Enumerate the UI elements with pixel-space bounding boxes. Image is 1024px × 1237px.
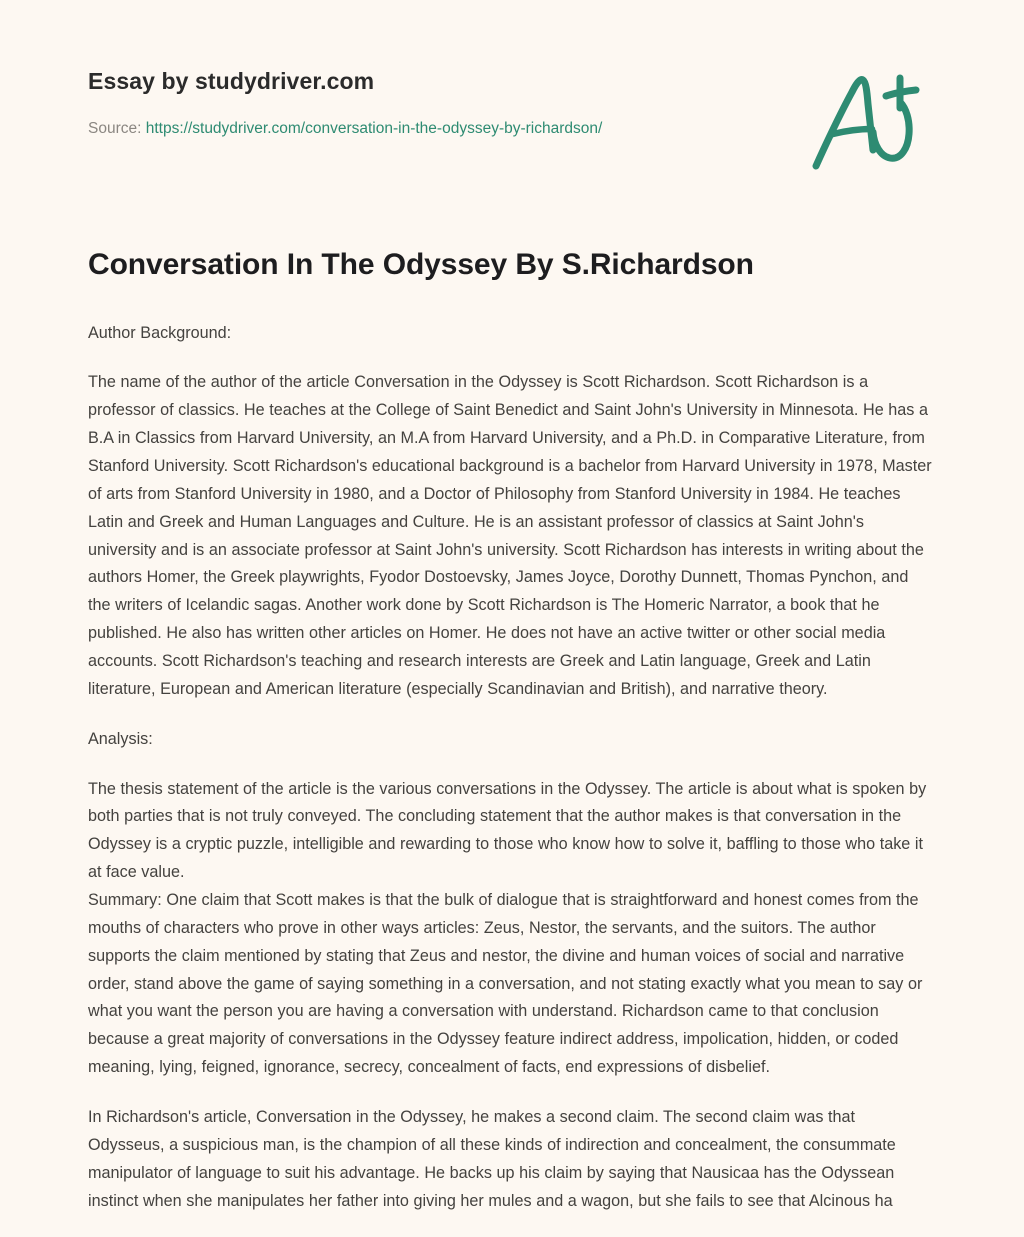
paragraph-thesis: The thesis statement of the article is the various conversations in the Odyssey. The article is about what is spoken by both parties that is not truly conveyed. The concluding statement that the author makes is that conversation in the Odyssey is a cryptic puzzle, intelligible and rewarding to those who know how to solve it, baffling to those who take it at face value. [88, 779, 927, 882]
section-heading-analysis: Analysis: [88, 729, 153, 748]
a-plus-logo-icon [800, 62, 930, 182]
paragraph-second-claim: In Richardson's article, Conversation in the Odyssey, he makes a second claim. The second claim was that Odysseus, a suspicious man, is the champion of all these kinds of indirection and concealment, the consummate manipulator of language to suit his advantage. He backs up his claim by saying that Nausicaa has the Odyssean instinct when she manipulates her father into giving her mules and a wagon, but she fails to see that Alcinous ha [88, 1107, 896, 1210]
section-heading-author-background: Author Background: [88, 323, 232, 342]
article-body [88, 246, 933, 1237]
page-title: Conversation In The Odyssey By S.Richardson [88, 248, 754, 281]
source-line [88, 120, 602, 138]
source-label: Source: [88, 120, 142, 137]
paragraph-summary: Summary: One claim that Scott makes is that the bulk of dialogue that is straightforward and honest comes from the mouths of characters who prove in other ways articles: Zeus, Nestor, the servants, and the suitors. The author supports the claim mentioned by stating that Zeus and nestor, the divine and human voices of social and narrative order, stand above the game of saying something in a conversation, and not stating exactly what you mean to say or what you want the person you are having a conversation with understand. Richardson came to that conclusion because a great majority of conversations in the Odyssey feature indirect address, impolication, hidden, or coded meaning, lying, feigned, ignorance, secrecy, concealment of facts, end expressions of disbelief. [88, 890, 923, 1077]
page-header [0, 0, 1024, 200]
brand-title: Essay by studydriver.com [88, 68, 375, 94]
paragraph-author-background: The name of the author of the article Conversation in the Odyssey is Scott Richardson. Scott Richardson is a professor of classics. He teaches at the College of Saint Benedict and Saint John's University in Minnesota. He has a B.A in Classics from Harvard University, an M.A from Harvard University, and a Ph.D. in Comparative Literature, from Stanford University. Scott Richardson's educational background is a bachelor from Harvard University in 1978, Master of arts from Stanford University in 1980, and a Doctor of Philosophy from Stanford University in 1984. He teaches Latin and Greek and Human Languages and Culture. He is an assistant professor of classics at Saint John's university and is an associate professor at Saint John's university. Scott Richardson has interests in writing about the authors Homer, the Greek playwrights, Fyodor Dostoevsky, James Joyce, Dorothy Dunnett, Thomas Pynchon, and the writers of Icelandic sagas. Another work done by Scott Richardson is The Homeric Narrator, a book that he published. He also has written other articles on Homer. He does not have an active twitter or other social media accounts. Scott Richardson's teaching and research interests are Greek and Latin language, Greek and Latin literature, European and American literature (especially Scandinavian and British), and narrative theory. [88, 373, 932, 698]
source-url-link[interactable]: https://studydriver.com/conversation-in-the-odyssey-by-richardson/ [145, 120, 603, 137]
